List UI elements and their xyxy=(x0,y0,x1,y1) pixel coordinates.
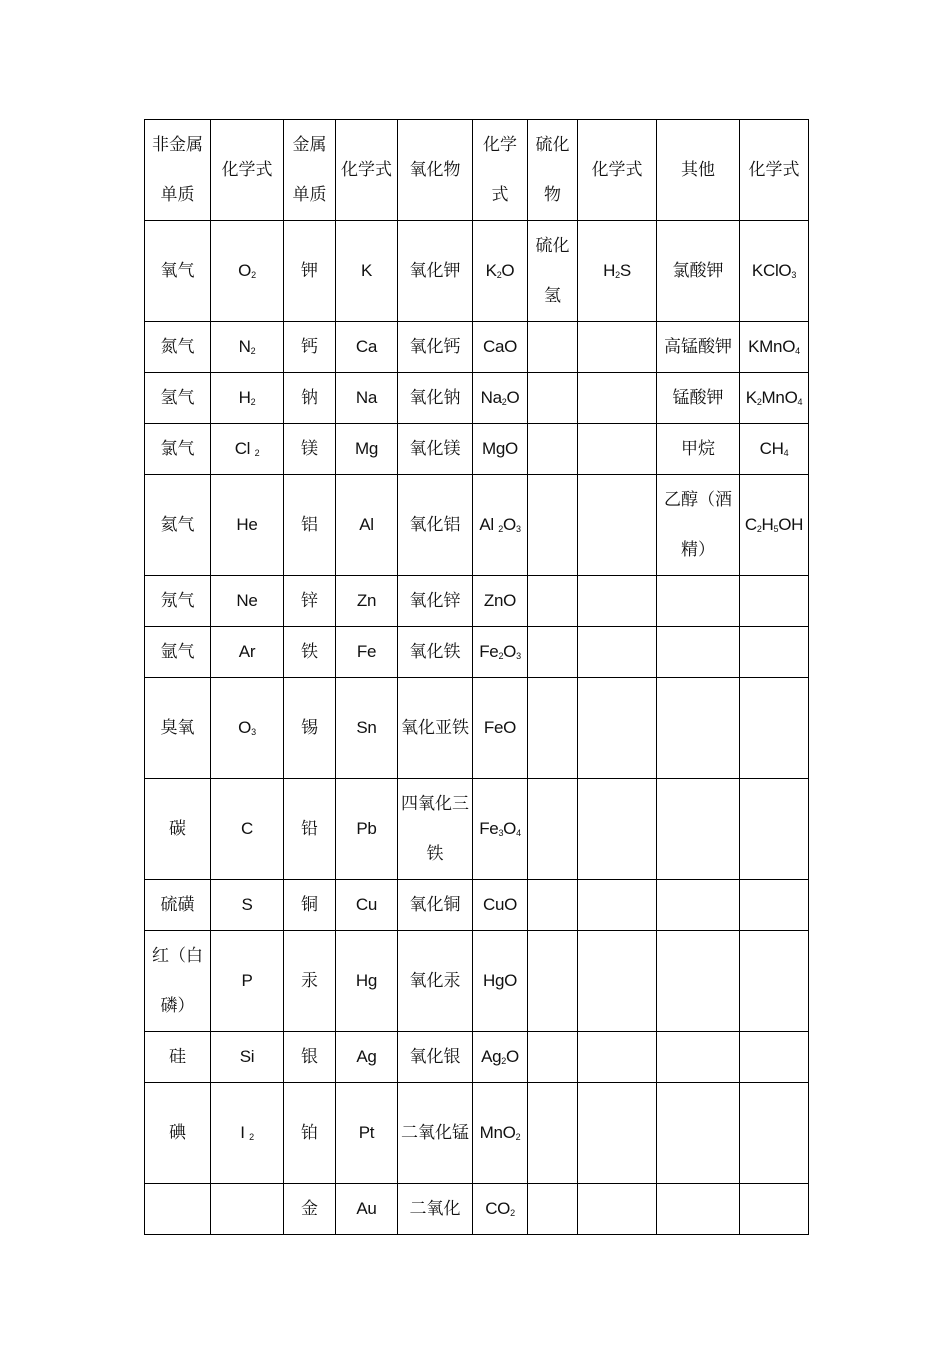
formula-cell xyxy=(578,678,657,779)
name-cell: 氯酸钾 xyxy=(657,221,740,322)
name-cell: 锰酸钾 xyxy=(657,373,740,424)
formula-cell: C xyxy=(211,779,284,880)
formula-cell xyxy=(578,322,657,373)
name-cell: 氧化铝 xyxy=(398,475,473,576)
table-row xyxy=(145,779,809,880)
name-cell: 碘 xyxy=(145,1083,211,1184)
formula-cell xyxy=(740,1032,809,1083)
table-row xyxy=(145,880,809,931)
table-row xyxy=(145,627,809,678)
name-cell: 氧化钙 xyxy=(398,322,473,373)
name-cell: 氢气 xyxy=(145,373,211,424)
name-cell: 铂 xyxy=(284,1083,336,1184)
name-cell: 钾 xyxy=(284,221,336,322)
table-row xyxy=(145,931,809,1032)
name-cell: 氮气 xyxy=(145,322,211,373)
formula-cell: $K_2MnO_4$ xyxy=(740,373,809,424)
formula-cell: $CH_4$ xyxy=(740,424,809,475)
name-cell: 氩气 xyxy=(145,627,211,678)
formula-cell: $O_3$ xyxy=(211,678,284,779)
table-row xyxy=(145,221,809,322)
formula-cell xyxy=(740,627,809,678)
formula-cell: $H_2S$ xyxy=(578,221,657,322)
header-formula: 化学式 xyxy=(473,120,528,221)
formula-cell: Pb xyxy=(336,779,398,880)
formula-cell: CuO xyxy=(473,880,528,931)
formula-cell: KMnO$_4$ xyxy=(740,322,809,373)
formula-cell xyxy=(740,931,809,1032)
name-cell xyxy=(657,931,740,1032)
name-cell: 铜 xyxy=(284,880,336,931)
name-cell xyxy=(657,576,740,627)
table-row xyxy=(145,678,809,779)
header-formula: 化学式 xyxy=(211,120,284,221)
formula-cell: Pt xyxy=(336,1083,398,1184)
name-cell xyxy=(528,779,578,880)
name-cell xyxy=(657,627,740,678)
formula-cell: I $_2$ xyxy=(211,1083,284,1184)
formula-cell: Cl $_2$ xyxy=(211,424,284,475)
name-cell xyxy=(528,1032,578,1083)
name-cell xyxy=(528,475,578,576)
name-cell: 碳 xyxy=(145,779,211,880)
name-cell: 乙醇（酒精） xyxy=(657,475,740,576)
header-formula: 化学式 xyxy=(336,120,398,221)
formula-cell: He xyxy=(211,475,284,576)
formula-cell: $Fe_2O_3$ xyxy=(473,627,528,678)
table-row xyxy=(145,424,809,475)
name-cell: 氧化铁 xyxy=(398,627,473,678)
name-cell: 硫磺 xyxy=(145,880,211,931)
formula-cell: $H_2$ xyxy=(211,373,284,424)
name-cell: 氧化锌 xyxy=(398,576,473,627)
name-cell xyxy=(528,424,578,475)
table-row xyxy=(145,1083,809,1184)
table-row xyxy=(145,1184,809,1235)
formula-cell xyxy=(578,1184,657,1235)
formula-cell: $C_2H_5OH$ xyxy=(740,475,809,576)
formula-cell xyxy=(578,779,657,880)
name-cell xyxy=(657,678,740,779)
formula-cell: Sn xyxy=(336,678,398,779)
name-cell: 铅 xyxy=(284,779,336,880)
name-cell: 氧化铜 xyxy=(398,880,473,931)
formula-cell: Mg xyxy=(336,424,398,475)
name-cell: 氯气 xyxy=(145,424,211,475)
name-cell xyxy=(657,1032,740,1083)
name-cell: 二氧化锰 xyxy=(398,1083,473,1184)
name-cell: 氧化镁 xyxy=(398,424,473,475)
name-cell: 甲烷 xyxy=(657,424,740,475)
table-row xyxy=(145,322,809,373)
name-cell xyxy=(528,1083,578,1184)
table-row xyxy=(145,475,809,576)
name-cell: 氧化钾 xyxy=(398,221,473,322)
formula-cell xyxy=(578,627,657,678)
name-cell: 汞 xyxy=(284,931,336,1032)
name-cell: 氧化银 xyxy=(398,1032,473,1083)
header-nonmetal: 非金属单质 xyxy=(145,120,211,221)
formula-cell xyxy=(740,1184,809,1235)
header-other: 其他 xyxy=(657,120,740,221)
name-cell xyxy=(528,678,578,779)
formula-cell: $Fe_3O_4$ xyxy=(473,779,528,880)
header-formula: 化学式 xyxy=(740,120,809,221)
formula-cell: K xyxy=(336,221,398,322)
header-metal: 金属单质 xyxy=(284,120,336,221)
name-cell: 臭氧 xyxy=(145,678,211,779)
formula-cell: Al xyxy=(336,475,398,576)
formula-cell: Al $_2O_3$ xyxy=(473,475,528,576)
name-cell xyxy=(657,1083,740,1184)
formula-cell xyxy=(211,1184,284,1235)
formula-cell xyxy=(578,475,657,576)
name-cell: 钙 xyxy=(284,322,336,373)
name-cell: 氖气 xyxy=(145,576,211,627)
name-cell xyxy=(657,1184,740,1235)
formula-cell: $K_2O$ xyxy=(473,221,528,322)
formula-cell: Fe xyxy=(336,627,398,678)
formula-cell xyxy=(740,576,809,627)
name-cell: 高锰酸钾 xyxy=(657,322,740,373)
name-cell: 锡 xyxy=(284,678,336,779)
formula-cell: $O_2$ xyxy=(211,221,284,322)
formula-cell: $Ag_2O$ xyxy=(473,1032,528,1083)
name-cell xyxy=(657,880,740,931)
formula-cell: Ne xyxy=(211,576,284,627)
formula-cell: P xyxy=(211,931,284,1032)
name-cell xyxy=(145,1184,211,1235)
formula-cell: $CO_2$ xyxy=(473,1184,528,1235)
table-row xyxy=(145,373,809,424)
formula-cell: MgO xyxy=(473,424,528,475)
name-cell xyxy=(528,576,578,627)
header-formula: 化学式 xyxy=(578,120,657,221)
name-cell: 氧化汞 xyxy=(398,931,473,1032)
name-cell: 铁 xyxy=(284,627,336,678)
formula-cell: Ag xyxy=(336,1032,398,1083)
formula-cell xyxy=(578,880,657,931)
chemistry-formula-table xyxy=(144,119,809,1235)
formula-cell: Hg xyxy=(336,931,398,1032)
header-sulfide: 硫化物 xyxy=(528,120,578,221)
formula-cell xyxy=(578,1083,657,1184)
name-cell: 氦气 xyxy=(145,475,211,576)
name-cell xyxy=(528,1184,578,1235)
formula-cell: $Na_2O$ xyxy=(473,373,528,424)
table-row xyxy=(145,576,809,627)
formula-cell xyxy=(578,576,657,627)
formula-cell: ZnO xyxy=(473,576,528,627)
formula-cell xyxy=(578,1032,657,1083)
formula-cell: S xyxy=(211,880,284,931)
formula-cell: $N_2$ xyxy=(211,322,284,373)
formula-cell xyxy=(578,424,657,475)
formula-cell: Si xyxy=(211,1032,284,1083)
name-cell: 红（白磷） xyxy=(145,931,211,1032)
formula-cell xyxy=(740,880,809,931)
formula-cell: HgO xyxy=(473,931,528,1032)
table-header-row xyxy=(145,120,809,221)
name-cell xyxy=(528,880,578,931)
name-cell: 硅 xyxy=(145,1032,211,1083)
name-cell: 铝 xyxy=(284,475,336,576)
formula-cell xyxy=(740,779,809,880)
name-cell: 硫化氢 xyxy=(528,221,578,322)
name-cell: 钠 xyxy=(284,373,336,424)
formula-cell xyxy=(578,373,657,424)
name-cell: 氧化亚铁 xyxy=(398,678,473,779)
formula-cell: Zn xyxy=(336,576,398,627)
name-cell xyxy=(528,627,578,678)
table-body xyxy=(145,120,809,1235)
formula-cell: Ca xyxy=(336,322,398,373)
name-cell: 金 xyxy=(284,1184,336,1235)
name-cell: 银 xyxy=(284,1032,336,1083)
name-cell: 二氧化 xyxy=(398,1184,473,1235)
name-cell xyxy=(528,322,578,373)
formula-cell: KClO$_3$ xyxy=(740,221,809,322)
name-cell: 锌 xyxy=(284,576,336,627)
table-row xyxy=(145,1032,809,1083)
name-cell xyxy=(528,373,578,424)
name-cell xyxy=(528,931,578,1032)
header-oxide: 氧化物 xyxy=(398,120,473,221)
name-cell: 氧气 xyxy=(145,221,211,322)
formula-cell: FeO xyxy=(473,678,528,779)
formula-cell xyxy=(740,678,809,779)
formula-cell: Au xyxy=(336,1184,398,1235)
formula-cell xyxy=(740,1083,809,1184)
formula-cell: Ar xyxy=(211,627,284,678)
name-cell: 四氧化三铁 xyxy=(398,779,473,880)
formula-cell: Na xyxy=(336,373,398,424)
name-cell xyxy=(657,779,740,880)
formula-cell: MnO$_2$ xyxy=(473,1083,528,1184)
formula-cell xyxy=(578,931,657,1032)
formula-cell: Cu xyxy=(336,880,398,931)
formula-cell: CaO xyxy=(473,322,528,373)
name-cell: 氧化钠 xyxy=(398,373,473,424)
name-cell: 镁 xyxy=(284,424,336,475)
